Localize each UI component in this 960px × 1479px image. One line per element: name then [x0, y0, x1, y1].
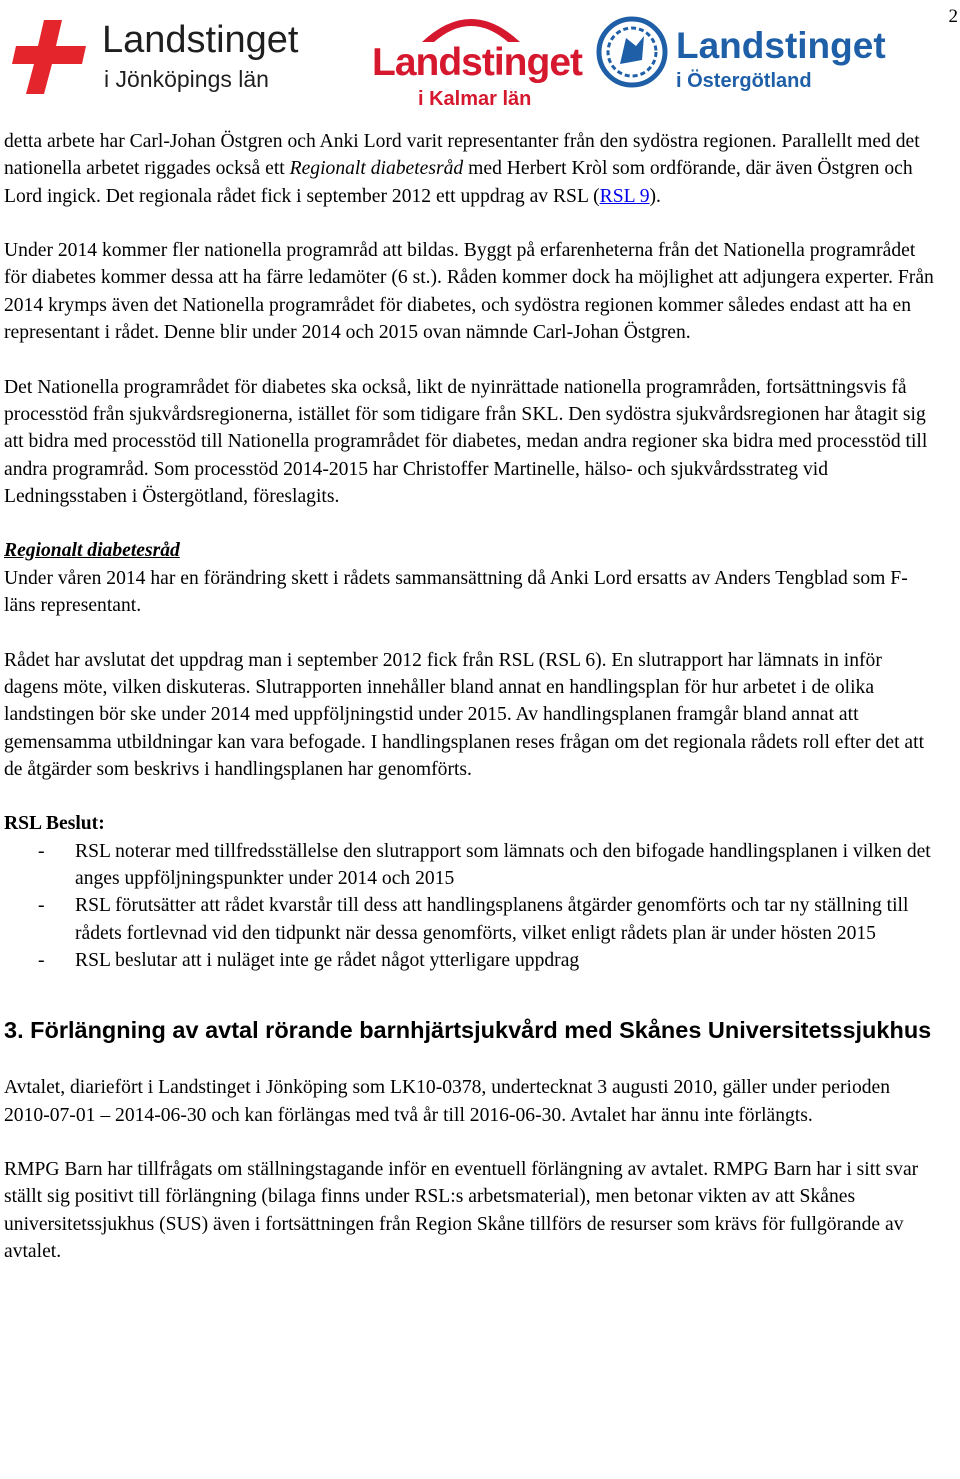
document-body: [4, 128, 934, 1265]
logo-kalmar-name: Landstinget: [372, 41, 582, 84]
logo-kalmar: [372, 4, 582, 112]
paragraph-6: Avtalet, diariefört i Landstinget i Jönköping som LK10-0378, undertecknat 3 augusti 2010, gäller under perioden 2010-07-01 – 2014-06-30 och kan förlängas med två år till 2016-06-30. Avtalet har ännu inte förlängts.: [4, 1077, 891, 1126]
griffin-emblem-icon: [596, 16, 668, 88]
paragraph-1: detta arbete har Carl-Johan Östgren och Anki Lord varit representanter från den sydöstra regionen. Parallellt med det nationella arbetet riggades också ett Regionalt diabetesråd med Herbert Kròl som ordförande, där även Östgren och Lord ingick. Det regionala rådet fick i september 2012 ett uppdrag av RSL (RSL 9).: [4, 131, 920, 207]
logo-jonkoping-name: Landstinget: [102, 19, 299, 61]
logo-ostergotland-region: i Östergötland: [676, 70, 812, 92]
dash-bullet: -: [38, 949, 45, 971]
paragraph-7: RMPG Barn har tillfrågats om ställningstagande inför en eventuell förlängning av avtalet. RMPG Barn har i sitt svar ställt sig positivt till förlängning (bilaga finns under RSL:s arbetsmaterial), men betonar vikten av att Skånes universitetssjukhus (SUS) även i fortsättningen från Region Skåne tillförs de resurser som krävs för fullgörande av avtalet.: [4, 1159, 919, 1262]
decision-item: - RSL förutsätter att rådet kvarstår till dess att handlingsplanens åtgärder genomförts och tar ny ställning till rådets fortlevnad vid den tidpunkt när dessa genomförts, vilket enligt rådets plan är under hösten 2015: [4, 892, 934, 947]
rsl-decision-block: [4, 810, 934, 974]
paragraph-4: Under våren 2014 har en förändring skett i rådets sammansättning då Anki Lord ersatts av Anders Tengblad som F-läns representant.: [4, 567, 908, 617]
decision-item: - RSL beslutar att i nuläget inte ge rådet något ytterligare uppdrag: [4, 947, 934, 974]
rsl-9-link[interactable]: RSL 9: [599, 185, 650, 207]
dash-bullet: -: [38, 840, 45, 862]
logo-jonkoping: [10, 14, 350, 100]
decision-list: [4, 838, 934, 974]
logo-jonkoping-region: i Jönköpings län: [104, 66, 269, 92]
decision-label: RSL Beslut:: [4, 813, 105, 835]
page-number: 2: [948, 6, 958, 27]
subheading-regional-council: Regionalt diabetesråd: [4, 540, 180, 562]
crown-arc-icon: [416, 4, 526, 44]
logo-ostergotland-name: Landstinget: [676, 25, 886, 66]
logo-kalmar-region: i Kalmar län: [418, 88, 532, 110]
regional-council-emphasis: Regionalt diabetesråd: [289, 158, 464, 180]
paragraph-2: Under 2014 kommer fler nationella programråd att bildas. Byggt på erfarenheterna från det Nationella programrådet för diabetes kommer dessa att ha färre ledamöter (6 st.). Råden kommer dock ha möjlighet att adjungera experter. Från 2014 krymps även det Nationella programrådet för diabetes, och sydöstra regionen kommer således endast att ha en representant i rådet. Denne blir under 2014 och 2015 ovan nämnde Carl-Johan Östgren.: [4, 240, 934, 344]
dash-bullet: -: [38, 895, 45, 917]
paragraph-5: Rådet har avslutat det uppdrag man i september 2012 fick från RSL (RSL 6). En slutrapport har lämnats in inför dagens möte, vilken diskuteras. Slutrapporten innehåller bland annat en handlingsplan för hur arbetet i de olika landstingen bör ske under 2014 med uppföljningstid under 2015. Av handlingsplanen framgår bland annat att gemensamma utbildningar kan vara befogade. I handlingsplanen reses frågan om det regionala rådets roll efter det att de åtgärder som beskrivs i handlingsplanen har genomförts.: [4, 649, 925, 780]
red-cross-icon: [10, 16, 90, 96]
section-heading-3: 3. Förlängning av avtal rörande barnhjärtsjukvård med Skånes Universitetssjukhus: [4, 1017, 932, 1044]
regional-council-section: [4, 537, 934, 619]
header-logos: [0, 0, 960, 118]
paragraph-3: Det Nationella programrådet för diabetes ska också, likt de nyinrättade nationella programråden, fortsättningsvis få processtöd från sjukvårdsregionerna, istället för som tidigare från SKL. Den sydöstra sjukvårdsregionen har åtagit sig att bidra med processtöd till Nationella programrådet för diabetes, medan andra regioner ska bidra med processtöd till andra programråd. Som processtöd 2014-2015 har Christoffer Martinelle, hälso- och sjukvårdsstrateg vid Ledningsstaben i Östergötland, föreslagits.: [4, 376, 928, 507]
logo-ostergotland: [596, 16, 916, 100]
decision-item: - RSL noterar med tillfredsställelse den slutrapport som lämnats och den bifogade handlingsplanen i vilken det anges uppföljningspunkter under 2014 och 2015: [4, 838, 934, 893]
